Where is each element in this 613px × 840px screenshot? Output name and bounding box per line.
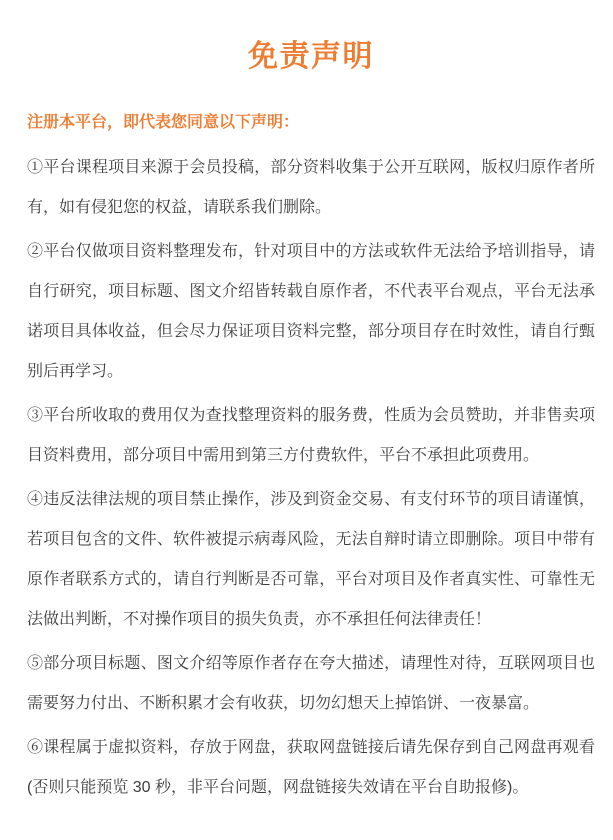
disclaimer-item-4: ④违反法律法规的项目禁止操作，涉及到资金交易、有支付环节的项目请谨慎，若项目包含的文件、软件被提示病毒风险，无法自辩时请立即删除。项目中带有原作者联系方式的，请自行判断是否可靠，平台对项目及作者真实性、可靠性无法做出判断，不对操作项目的损失负责，亦不承担任何法律责任！	[27, 491, 595, 628]
page-title: 免责声明	[248, 40, 374, 73]
disclaimer-item-1: ①平台课程项目来源于会员投稿，部分资料收集于公开互联网，版权归原作者所有，如有侵犯您的权益，请联系我们删除。	[27, 159, 595, 216]
disclaimer-paragraph-list	[27, 148, 595, 808]
disclaimer-item-6: ⑥课程属于虚拟资料，存放于网盘，获取网盘链接后请先保存到自己网盘再观看(否则只能预览 30 秒，非平台问题，网盘链接失效请在平台自助报修)。	[27, 739, 595, 796]
disclaimer-item-2: ②平台仅做项目资料整理发布，针对项目中的方法或软件无法给予培训指导，请自行研究，项目标题、图文介绍皆转载自原作者，不代表平台观点，平台无法承诺项目具体收益，但会尽力保证项目资料完整，部分项目存在时效性，请自行甄别后再学习。	[27, 243, 595, 380]
disclaimer-item-5: ⑤部分项目标题、图文介绍等原作者存在夸大描述，请理性对待，互联网项目也需要努力付出、不断积累才会有收获，切勿幻想天上掉馅饼、一夜暴富。	[27, 655, 595, 712]
intro-statement: 注册本平台，即代表您同意以下声明：	[27, 114, 300, 131]
disclaimer-item-3: ③平台所收取的费用仅为查找整理资料的服务费，性质为会员赞助，并非售卖项目资料费用，部分项目中需用到第三方付费软件，平台不承担此项费用。	[27, 407, 595, 464]
